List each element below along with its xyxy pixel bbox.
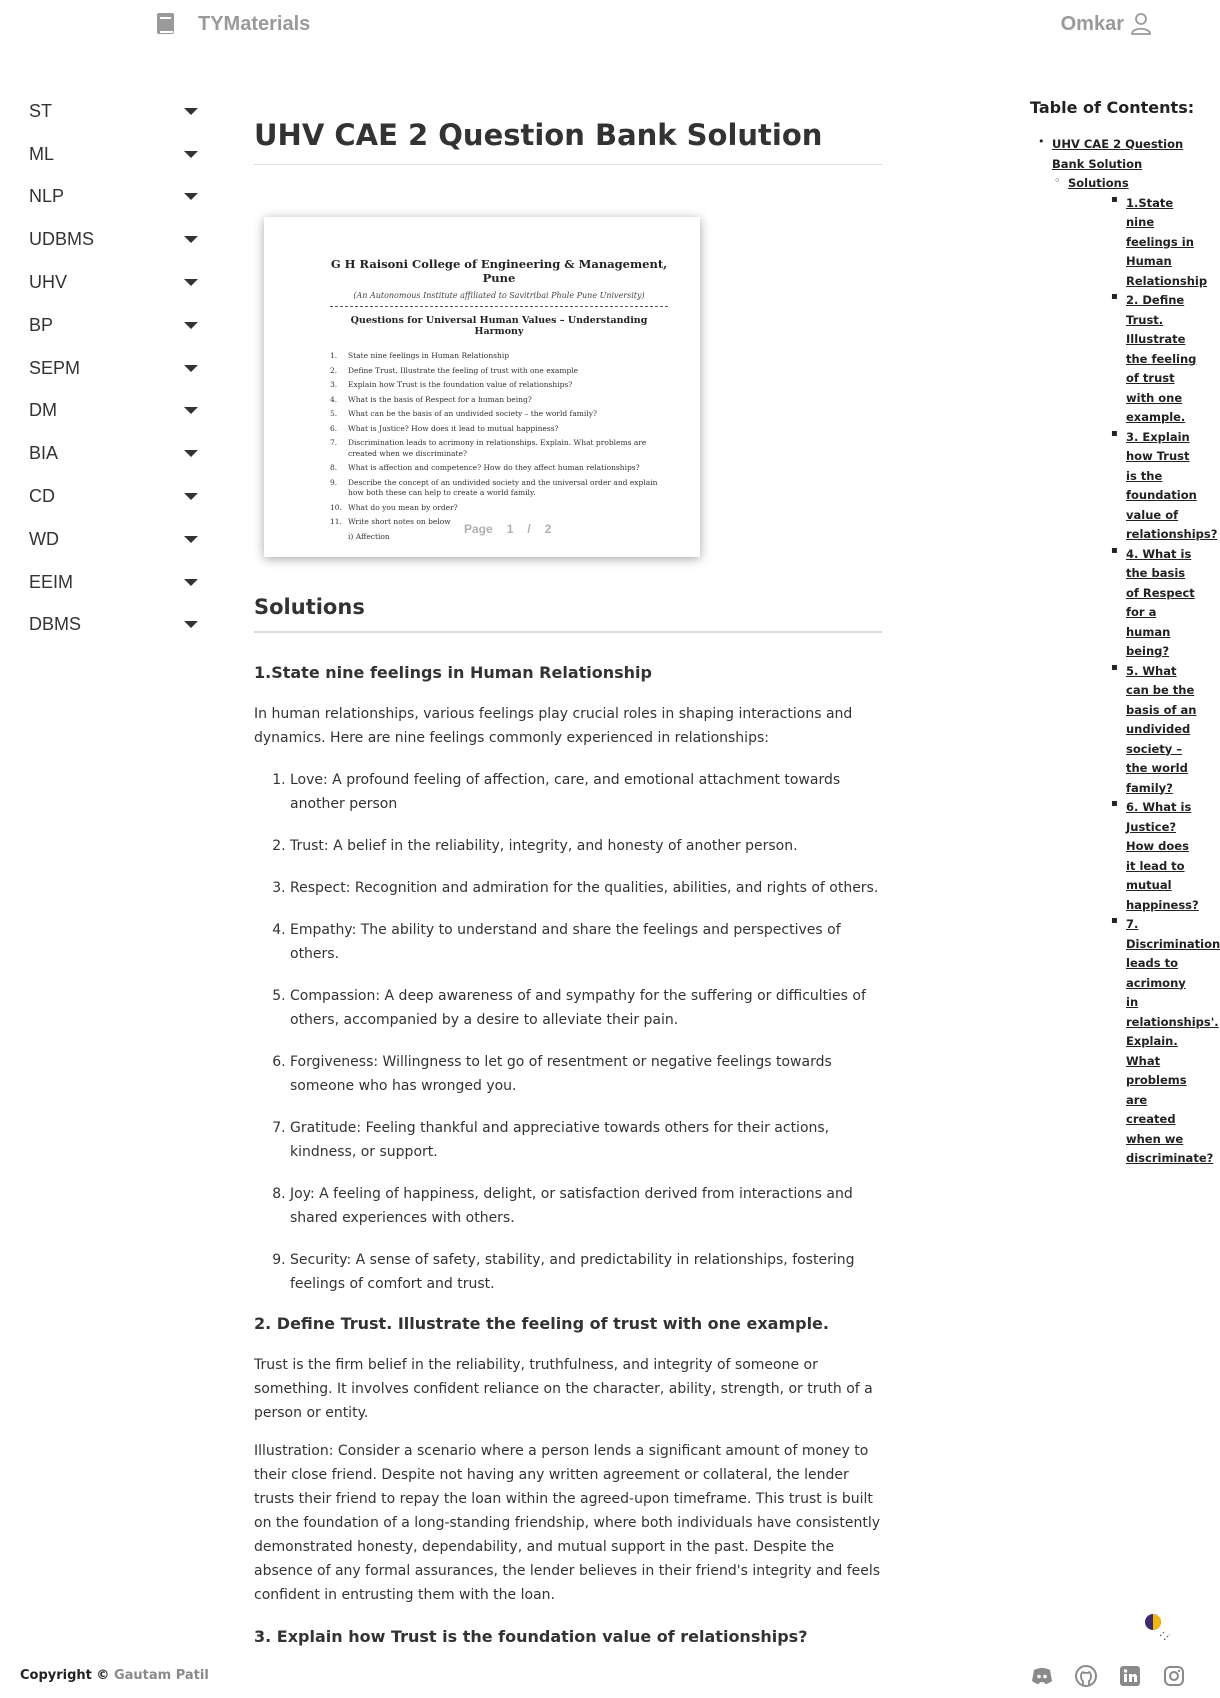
toc-link[interactable]: ▪ 7. Discrimination leads to acrimony in relationships'. Explain. What problems are created when we discriminate?: [1126, 917, 1220, 1165]
pdf-question-text: What can be the basis of an undivided society – the world family?: [348, 409, 597, 418]
sidebar-item-bia[interactable]: [0, 432, 220, 475]
pdf-question-number: 3.: [330, 380, 338, 389]
linkedin-icon[interactable]: [1118, 1664, 1142, 1688]
list-item: 4. Empathy: The ability to understand and share the feelings and perspectives of others.: [290, 918, 882, 966]
sidebar-item-label: ST: [29, 100, 53, 121]
table-of-contents: [1030, 98, 1220, 1165]
top-bar: [0, 0, 1200, 50]
pdf-question-number: 8.: [330, 463, 338, 472]
sidebar-item-label: WD: [29, 528, 59, 549]
sidebar-item-bp[interactable]: [0, 304, 220, 347]
q2-heading: 2. Define Trust. Illustrate the feeling of trust with one example.: [254, 1314, 829, 1333]
caret-down-icon[interactable]: [184, 151, 198, 158]
toc-item: [1030, 545, 1200, 662]
user-icon: [1130, 12, 1152, 36]
sidebar-item-label: BP: [29, 314, 54, 335]
caret-down-icon[interactable]: [184, 407, 198, 414]
q3-heading: 3. Explain how Trust is the foundation value of relationships?: [254, 1627, 808, 1646]
list-item: 6. Forgiveness: Willingness to let go of resentment or negative feelings towards someone who has wronged you.: [290, 1050, 882, 1098]
sidebar: [0, 90, 220, 646]
pdf-question-text: Describe the concept of an undivided society and the universal order and explain how both these can help to create a world family.: [348, 477, 658, 497]
list-item: 8. Joy: A feeling of happiness, delight, or satisfaction derived from interactions and shared experiences with others.: [290, 1182, 882, 1230]
pdf-question: [330, 395, 668, 406]
pdf-question-number: 1.: [330, 351, 338, 360]
toc-item: [1030, 662, 1200, 799]
sidebar-item-cd[interactable]: [0, 475, 220, 518]
caret-down-icon[interactable]: [184, 365, 198, 372]
sidebar-item-sepm[interactable]: [0, 347, 220, 390]
copyright: [20, 1668, 209, 1683]
sidebar-item-uhv[interactable]: [0, 261, 220, 304]
pdf-question: [330, 409, 668, 420]
list-item: 9. Security: A sense of safety, stability, and predictability in relationships, fostering feelings of comfort and trust.: [290, 1248, 882, 1296]
sidebar-item-label: NLP: [29, 186, 65, 207]
sidebar-item-label: UDBMS: [29, 229, 95, 250]
pdf-question-text: What is the basis of Respect for a human being?: [348, 394, 532, 404]
pdf-question: [330, 503, 668, 514]
pdf-question: [330, 478, 668, 499]
sidebar-item-st[interactable]: [0, 90, 220, 133]
pdf-question-list: [330, 351, 668, 542]
q2-definition: Trust is the firm belief in the reliability, truthfulness, and integrity of someone or something. It involves confident reliance on the character, ability, strength, or truth of a person or entity.: [254, 1357, 873, 1421]
pdf-subtitle: (An Autonomous Institute affiliated to Savitribai Phule Pune University): [353, 291, 645, 300]
pdf-question-text: Explain how Trust is the foundation value of relationships?: [348, 380, 573, 389]
pdf-page-separator: /: [527, 522, 531, 536]
caret-down-icon[interactable]: [184, 279, 198, 286]
github-icon[interactable]: [1074, 1664, 1098, 1688]
sidebar-item-dbms[interactable]: [0, 604, 220, 647]
pdf-question-text: i) Affection: [348, 531, 390, 541]
caret-down-icon[interactable]: [184, 322, 198, 329]
pdf-question: [330, 366, 668, 377]
toc-link[interactable]: ▪ 1.State nine feelings in Human Relationship: [1126, 195, 1208, 288]
sidebar-item-ml[interactable]: [0, 133, 220, 176]
sidebar-item-eeim[interactable]: [0, 561, 220, 604]
toc-link[interactable]: ▪ 5. What can be the basis of an undivided society – the world family?: [1126, 663, 1197, 795]
pdf-question-number: 7.: [330, 438, 338, 447]
pdf-question-text: Write short notes on below: [348, 517, 451, 526]
pdf-question-number: 4.: [330, 394, 338, 404]
sidebar-item-nlp[interactable]: [0, 176, 220, 219]
sidebar-item-label: BIA: [29, 443, 59, 464]
caret-down-icon[interactable]: [184, 536, 198, 543]
main-content: [254, 118, 882, 1646]
toc-sublist: [1030, 194, 1220, 1169]
toc-item-section: [1030, 174, 1200, 194]
toc-link-root[interactable]: • UHV CAE 2 Question Bank Solution: [1052, 137, 1184, 171]
sidebar-item-udbms[interactable]: [0, 218, 220, 261]
caret-down-icon[interactable]: [184, 450, 198, 457]
sidebar-item-label: UHV: [29, 272, 68, 293]
q1-heading: 1.State nine feelings in Human Relationship: [254, 663, 652, 682]
pdf-question-number: 5.: [330, 409, 338, 418]
pdf-question-text: Define Trust. Illustrate the feeling of trust with one example: [348, 365, 579, 375]
toc-link[interactable]: ▪ 6. What is Justice? How does it lead to mutual happiness?: [1126, 800, 1199, 912]
list-item: 3. Respect: Recognition and admiration for the qualities, abilities, and rights of others.: [290, 876, 882, 900]
caret-down-icon[interactable]: [184, 108, 198, 115]
pdf-question-number: 11.: [330, 517, 342, 526]
caret-down-icon[interactable]: [184, 236, 198, 243]
sidebar-item-dm[interactable]: [0, 390, 220, 433]
toc-item: [1030, 798, 1200, 915]
caret-down-icon[interactable]: [184, 493, 198, 500]
toc-link[interactable]: ▪ 2. Define Trust. Illustrate the feeling of trust with one example.: [1126, 293, 1197, 424]
q1-intro: In human relationships, various feelings play crucial roles in shaping interactions and dynamics. Here are nine feelings commonly experienced in relationships:: [254, 706, 853, 746]
sidebar-item-label: SEPM: [29, 357, 81, 378]
pdf-question: [330, 351, 668, 362]
sidebar-item-label: DBMS: [29, 614, 82, 635]
caret-down-icon[interactable]: [184, 193, 198, 200]
copyright-prefix: Copyright ©: [20, 1668, 110, 1683]
pdf-pagination: [464, 522, 551, 536]
pdf-question-text: What is Justice? How does it lead to mutual happiness?: [348, 423, 559, 433]
pdf-question: [330, 463, 668, 474]
pdf-question-text: What is affection and competence? How do they affect human relationships?: [348, 463, 640, 472]
pdf-question-number: 6.: [330, 423, 338, 433]
list-item: 1. Love: A profound feeling of affection, care, and emotional attachment towards another person: [290, 768, 882, 816]
toc-item-root: [1030, 135, 1200, 174]
toc-list: [1030, 135, 1200, 194]
pdf-page-label: Page: [464, 522, 493, 536]
book-icon: [156, 12, 176, 36]
pdf-question-number: 10.: [330, 502, 342, 512]
footer: [0, 1656, 1200, 1698]
toc-item: [1030, 291, 1200, 428]
pdf-college-name: G H Raisoni College of Engineering & Management, Pune: [330, 257, 668, 285]
pdf-divider: [330, 306, 668, 307]
pdf-question: [330, 380, 668, 391]
sidebar-item-wd[interactable]: [0, 518, 220, 561]
q2-illustration: Illustration: Consider a scenario where a person lends a significant amount of money to their close friend. Despite not having any written agreement or collateral, the lender trusts their friend to repay the loan within the agreed-upon timeframe. This trust is built on the foundation of a long-standing friendship, where both individuals have consistently demonstrated honesty, dependability, and mutual support in the past. Despite the absence of any formal assurances, the lender believes in their friend's integrity and feels confident in entrusting them with the loan.: [254, 1443, 881, 1603]
user-menu[interactable]: [1061, 12, 1152, 36]
toc-title: Table of Contents:: [1030, 98, 1195, 117]
toc-link-solutions[interactable]: ◦ Solutions: [1068, 176, 1129, 190]
pdf-viewer[interactable]: [264, 217, 700, 557]
user-name: Omkar: [1060, 12, 1124, 35]
toc-item: [1030, 428, 1218, 545]
sidebar-item-label: ML: [29, 143, 55, 164]
list-item: 5. Compassion: A deep awareness of and sympathy for the suffering or difficulties of others, accompanied by a desire to alleviate their pain.: [290, 984, 882, 1032]
list-item: 7. Gratitude: Feeling thankful and appreciative towards others for their actions, kindness, or support.: [290, 1116, 882, 1164]
sidebar-item-label: CD: [29, 486, 55, 507]
theme-toggle-button[interactable]: [1140, 1610, 1174, 1644]
pdf-question-text: What do you mean by order?: [348, 502, 458, 512]
theme-icon: [1140, 1610, 1174, 1644]
pdf-question-number: 2.: [330, 365, 338, 375]
pdf-question-number: [330, 532, 342, 543]
toc-item: [1030, 915, 1220, 1169]
social-links: [1030, 1664, 1186, 1688]
feelings-list: [254, 768, 882, 1296]
author-link[interactable]: Gautam Patil: [113, 1668, 209, 1683]
list-item: 2. Trust: A belief in the reliability, integrity, and honesty of another person.: [290, 834, 882, 858]
pdf-question-text: Discrimination leads to acrimony in relationships. Explain. What problems are created when we discriminate?: [348, 438, 647, 458]
caret-down-icon[interactable]: [184, 621, 198, 628]
pdf-question-number: 9.: [330, 477, 338, 487]
toc-link[interactable]: ▪ 3. Explain how Trust is the foundation value of relationships?: [1126, 429, 1218, 541]
pdf-question-text: State nine feelings in Human Relationship: [348, 351, 510, 360]
brand-name: TYMaterials: [198, 12, 311, 35]
page-title: UHV CAE 2 Question Bank Solution: [254, 118, 882, 165]
toc-link[interactable]: ▪ 4. What is the basis of Respect for a human being?: [1126, 546, 1195, 658]
brand-link[interactable]: [156, 12, 310, 36]
pdf-heading: Questions for Universal Human Values – Understanding Harmony: [350, 315, 648, 337]
discord-icon[interactable]: [1030, 1664, 1054, 1688]
pdf-page-total: 2: [544, 522, 552, 536]
caret-down-icon[interactable]: [184, 579, 198, 586]
solutions-heading: Solutions: [254, 595, 882, 633]
pdf-question: [330, 438, 668, 459]
pdf-question: [330, 424, 668, 435]
toc-item: [1030, 194, 1208, 292]
pdf-page-current[interactable]: 1: [506, 522, 514, 536]
instagram-icon[interactable]: [1162, 1664, 1186, 1688]
sidebar-item-label: DM: [29, 400, 57, 421]
sidebar-item-label: EEIM: [29, 571, 74, 592]
